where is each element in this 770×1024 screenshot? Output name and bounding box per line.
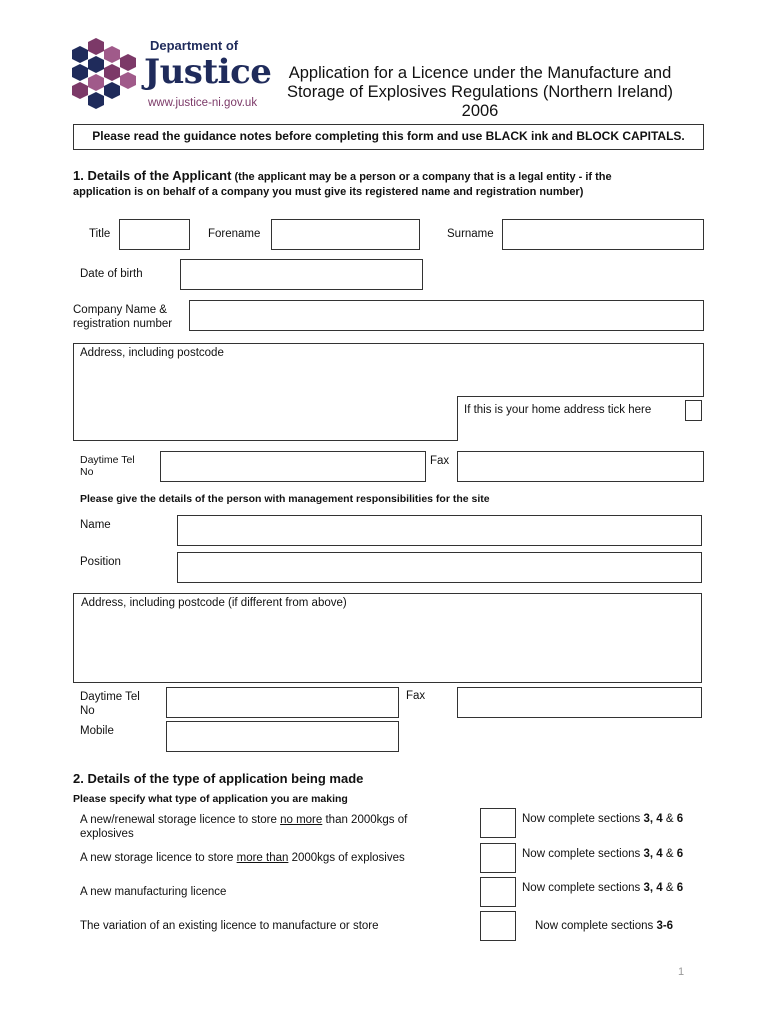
logo-url: www.justice-ni.gov.uk [148, 97, 258, 109]
dob-field[interactable] [180, 259, 423, 290]
section2-heading: 2. Details of the type of application being made [73, 771, 364, 786]
manager-name-label: Name [80, 519, 111, 531]
tel-label: Daytime Tel No [80, 454, 135, 478]
option-4-checkbox[interactable] [480, 911, 516, 941]
hexagon-logo-icon [66, 36, 138, 112]
option-2-label: A new storage licence to store more than 2000kgs of explosives [80, 852, 405, 864]
company-label: Company Name & registration number [73, 304, 173, 330]
home-address-checkbox[interactable] [685, 400, 702, 421]
manager-mobile-label: Mobile [80, 725, 114, 737]
address-field[interactable] [73, 343, 704, 441]
manager-fax-label: Fax [406, 690, 426, 702]
title-field[interactable] [119, 219, 190, 250]
option-3-note: Now complete sections 3, 4 & 6 [522, 882, 684, 894]
option-2-note: Now complete sections 3, 4 & 6 [522, 848, 684, 860]
page-title: Application for a Licence under the Manufacture and Storage of Explosives Regulations (Northern Ireland) 2006 [286, 64, 674, 120]
option-4-label: The variation of an existing licence to manufacture or store [80, 920, 379, 932]
company-field[interactable] [189, 300, 704, 331]
logo-department: Department of [150, 38, 239, 53]
manager-position-label: Position [80, 556, 121, 568]
manager-mobile-field[interactable] [166, 721, 399, 752]
manager-position-field[interactable] [177, 552, 702, 583]
option-3-checkbox[interactable] [480, 877, 516, 907]
dob-label: Date of birth [80, 268, 143, 280]
title-label: Title [89, 228, 111, 240]
section1-heading: 1. Details of the Applicant (the applicant may be a person or a company that is a legal entity - if the application is on behalf of a company you must give its registered name and registration number) [73, 168, 612, 198]
forename-field[interactable] [271, 219, 420, 250]
option-4-note: Now complete sections 3-6 [535, 920, 674, 932]
surname-label: Surname [447, 228, 494, 240]
address-label: Address, including postcode [80, 347, 224, 359]
home-address-label: If this is your home address tick here [464, 404, 652, 416]
option-3-label: A new manufacturing licence [80, 886, 227, 898]
fax-field[interactable] [457, 451, 704, 482]
fax-label: Fax [430, 455, 450, 467]
manager-tel-field[interactable] [166, 687, 399, 718]
logo [66, 36, 272, 116]
logo-name: Justice [144, 52, 272, 92]
option-1-note: Now complete sections 3, 4 & 6 [522, 813, 684, 825]
manager-name-field[interactable] [177, 515, 702, 546]
page-number: 1 [678, 966, 685, 978]
section2-subheading: Please specify what type of application you are making [73, 793, 348, 805]
guidance-notice: Please read the guidance notes before completing this form and use BLACK ink and BLOCK CAPITALS. [73, 124, 704, 150]
option-2-checkbox[interactable] [480, 843, 516, 873]
option-1-label: A new/renewal storage licence to store no more than 2000kgs of explosives [80, 814, 408, 840]
manager-address-field[interactable] [73, 593, 702, 683]
option-1-checkbox[interactable] [480, 808, 516, 838]
manager-tel-label: Daytime Tel No [80, 691, 140, 717]
manager-address-label: Address, including postcode (if different from above) [81, 597, 347, 609]
manager-heading: Please give the details of the person with management responsibilities for the site [80, 493, 490, 505]
tel-field[interactable] [160, 451, 426, 482]
surname-field[interactable] [502, 219, 704, 250]
forename-label: Forename [208, 228, 261, 240]
manager-fax-field[interactable] [457, 687, 702, 718]
